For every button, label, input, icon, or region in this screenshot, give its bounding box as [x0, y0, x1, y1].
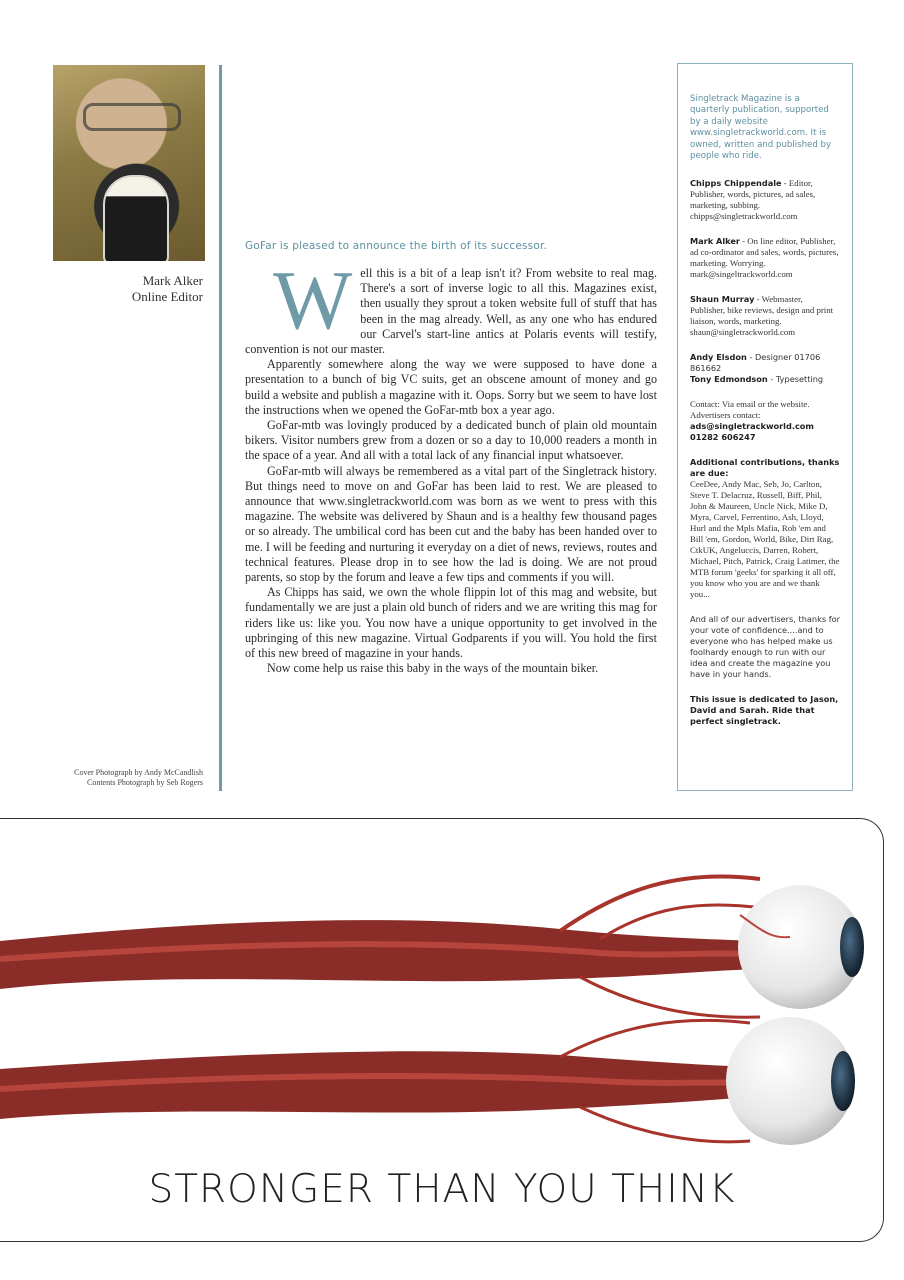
optic-nerve-upper: [0, 876, 770, 1017]
cover-credit: Cover Photograph by Andy McCandlish: [74, 768, 203, 777]
left-column: [0, 0, 215, 790]
dedication: This issue is dedicated to Jason, David and Sarah. Ride that perfect singletrack.: [690, 694, 839, 727]
article-paragraph: GoFar-mtb was lovingly produced by a dedicated bunch of plain old mountain bikers. Visitor numbers grew from a dozen or so a day to 10,000 readers a month in the space of a year. And all with a total lack of any financial input whatsoever.: [245, 418, 657, 463]
article-paragraph: As Chipps has said, we own the whole flippin lot of this mag and website, but fundamentally we are just a plain old bunch of riders and we are writing this mag for riders like us: like you. You now have a unique opportunity to get involved in the upbringing of this new magazine. Virtual Godparents if you will. You hold the first of this new breed of magazine in your hands.: [245, 585, 657, 661]
article-headline: GoFar is pleased to announce the birth of its successor.: [245, 240, 548, 252]
ads-email: ads@singletrackworld.com: [690, 421, 814, 432]
staff-entry: Mark Alker - On line editor, Publisher, ad co-ordinator and sales, words, pictures, marketing. Worrying. mark@singeltrackworld.com: [690, 236, 839, 280]
thanks-block: [690, 457, 840, 600]
contact-block: [690, 399, 840, 443]
photo-caption: [132, 273, 203, 305]
beer-glass-shape: [103, 175, 169, 261]
article-body: [245, 254, 657, 676]
article-paragraph: Now come help us raise this baby in the ways of the mountain biker.: [267, 661, 599, 676]
ads-phone: 01282 606247: [690, 432, 756, 443]
photo-credits: [74, 768, 203, 788]
article-paragraph: Well this is a bit of a leap isn't it? From website to real mag. There's a sort of inverse logic to all this. Magazines exist, then usually they sprout a token website full of stuff that has been in the mag already. Well, as any one who has endured our Carvel's start-line antics at Polaris events will testify, convention is not our master.: [245, 254, 657, 357]
iris-lower: [831, 1051, 855, 1111]
thanks-text: CeeDee, Andy Mac, Seb, Jo, Carlton, Steve T. Delacruz, Russell, Biff, Phil, John & Maureen, Uncle Nick, Mike D, Myra, Carvel, Ferrentino, Ash, Lloyd, Hurl and the Mpls Mafia, Rob 'em and Bill 'em, Gordon, World, Bike, Dirt Rag, CtkUK, Angeluccis, Darren, Robert, Michael, Pitch, Patrick, Craig Latimer, the MTB forum 'geeks' for sparking it all off, you know who you are and we thank you...: [690, 479, 840, 600]
editor-photo: [53, 65, 205, 261]
masthead-sidebar: [677, 63, 853, 791]
advertisers-thanks: And all of our advertisers, thanks for your vote of confidence....and to everyone who has helped make us foolhardy enough to run with our idea and create the magazine you have in your hands.: [690, 614, 840, 680]
staff-entry: Chipps Chippendale - Editor, Publisher, words, pictures, ad sales, marketing, subbing. chipps@singletrackworld.com: [690, 178, 816, 222]
editor-name: Mark Alker: [142, 273, 203, 288]
article-column: [245, 240, 657, 676]
drop-cap: W: [273, 254, 353, 347]
ad-tagline: STRONGER THAN YOU THINK: [148, 1167, 736, 1212]
iris-upper: [840, 917, 864, 977]
vertical-rule: [219, 65, 222, 791]
article-paragraph: GoFar-mtb will always be remembered as a vital part of the Singletrack history. But things need to move on and GoFar has been laid to rest. We are pleased to announce that www.singletrackworld.com was born as we went to press with this magazine. The website was delivered by Shaun and is a healthy few thousand pages or so already. The umbilical cord has been cut and the baby has been handed over to me. I will be feeding and nurturing it everyday on a diet of news, reviews, routes and technical features. Please drop in to see how the lad is doing. We are not proud parents, so stop by the forum and leave a few tips and comments if you will.: [245, 463, 657, 585]
thanks-heading: Additional contributions, thanks are due:: [690, 457, 840, 479]
editor-role: Online Editor: [131, 289, 203, 304]
advertisement: [0, 818, 884, 1242]
staff-entry: Shaun Murray - Webmaster, Publisher, bike reviews, design and print liaison, words, marketing. shaun@singletrackworld.com: [690, 294, 834, 338]
glasses-shape: [83, 103, 181, 131]
contents-credit: Contents Photograph by Seb Rogers: [87, 778, 203, 787]
article-paragraph: Apparently somewhere along the way we were supposed to have done a presentation to a bunch of big VC suits, get an obscene amount of money and go build a website and publish a magazine with it. Oops. Sorry but we seem to have lost the instructions when we opened the GoFar-mtb box a year ago.: [245, 357, 657, 417]
sidebar-intro: Singletrack Magazine is a quarterly publication, supported by a daily website www.singletrackworld.com. It is owned, written and published by people who ride.: [690, 94, 832, 162]
contact-text: Contact: Via email or the website. Advertisers contact:: [690, 399, 810, 421]
design-credits: Andy Elsdon - Designer 01706 861662 Tony Edmondson - Typesetting: [690, 352, 824, 385]
optic-nerve-lower: [0, 1020, 760, 1141]
